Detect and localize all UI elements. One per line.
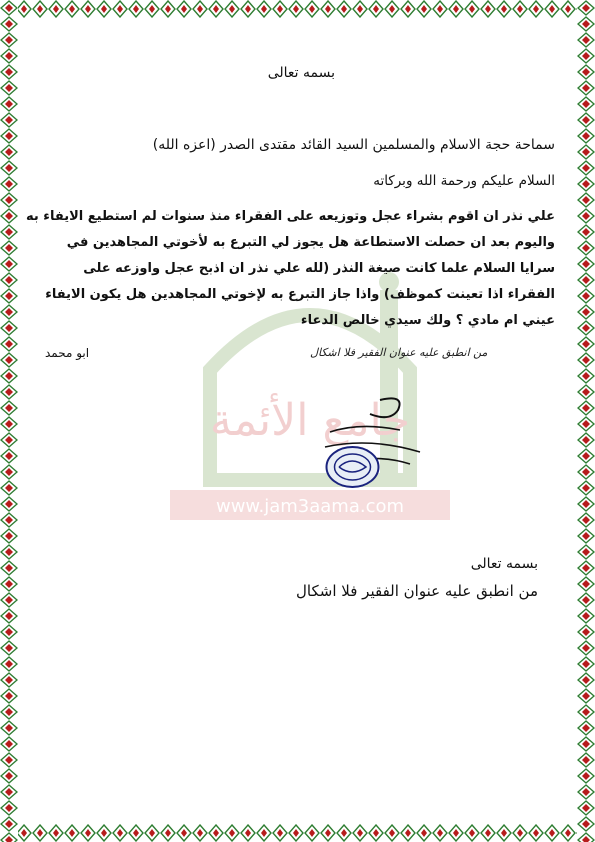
office-seal xyxy=(325,445,380,489)
letter-signature: ابو محمد xyxy=(45,346,90,360)
handwritten-reply: من انطبق عليه عنوان الفقير فلا اشكال xyxy=(310,346,488,359)
letter-body-line: عيني ام مادي ؟ ولك سيدي خالص الدعاء xyxy=(300,313,555,328)
letter-addressee: سماحة حجة الاسلام والمسلمين السيد القائد مقتدى الصدر (اعزه الله) xyxy=(152,137,555,153)
letter-body-line: سرايا السلام علما كانت صيغة النذر (لله علي نذر ان اذبح عجل واوزعه على xyxy=(83,261,555,276)
decorative-border-right xyxy=(577,0,595,842)
decorative-border-left xyxy=(0,0,18,842)
letter-body-line: علي نذر ان اقوم بشراء عجل وتوزيعه على الفقراء منذ سنوات لم استطيع الايفاء به xyxy=(26,209,555,224)
letter-body-line: الفقراء اذا تعينت كموظف) واذا جاز التبرع به لإخوتي المجاهدين هل يكون الايفاء xyxy=(45,287,555,302)
watermark-url: www.jam3aama.com xyxy=(215,496,405,517)
letter-heading: بسمه تعالى xyxy=(267,65,335,81)
decorative-border-top xyxy=(0,0,595,18)
answer-text: من انطبق عليه عنوان الفقير فلا اشكال xyxy=(296,582,538,600)
letter-greeting: السلام عليكم ورحمة الله وبركاته xyxy=(373,173,555,189)
letter-body-line: واليوم بعد ان حصلت الاستطاعة هل يجوز لي التبرع به لأخوتي المجاهدين في xyxy=(66,235,555,250)
decorative-border-bottom xyxy=(0,824,595,842)
answer-heading: بسمه تعالى xyxy=(470,556,538,572)
svg-text:جامع الأئمة: جامع الأئمة xyxy=(209,395,411,446)
